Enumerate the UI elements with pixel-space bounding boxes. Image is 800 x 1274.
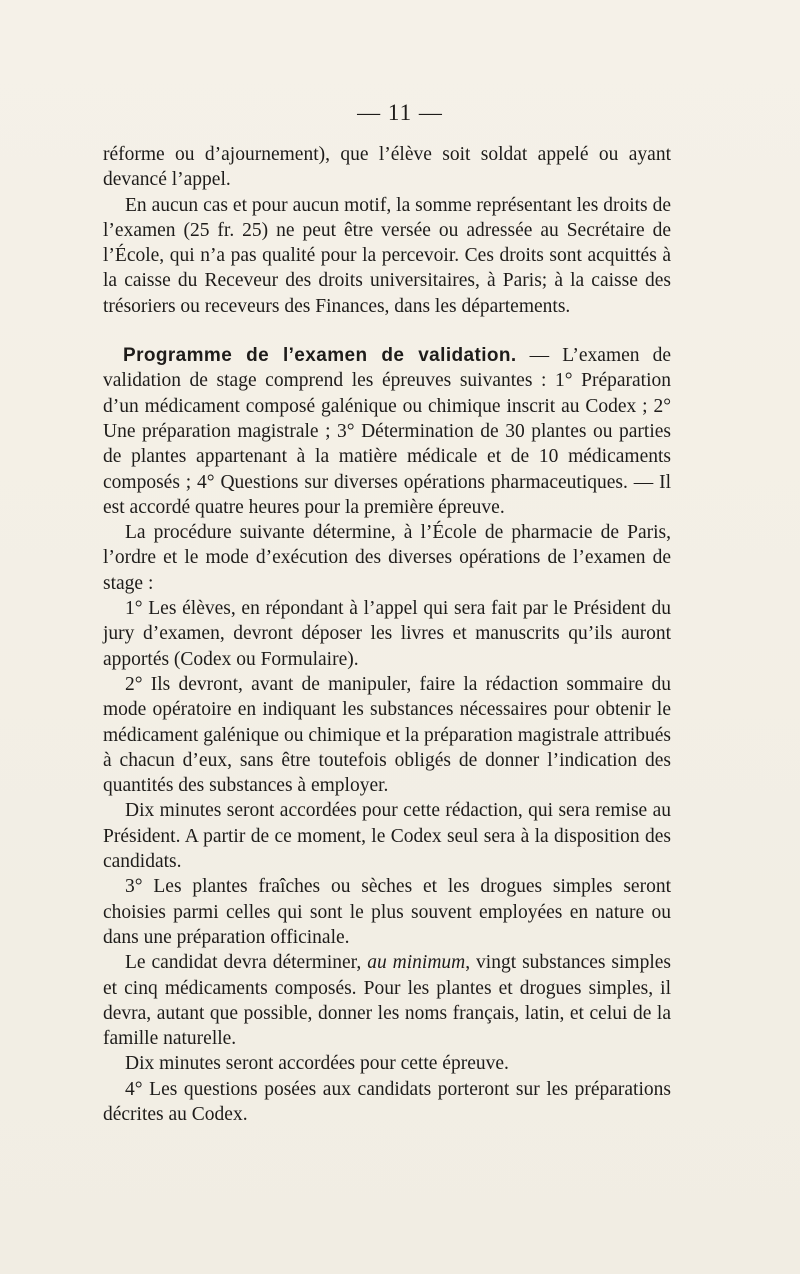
body-text (103, 142, 671, 1127)
paragraph-item-3: 3° Les plantes fraîches ou sèches et les drogues simples seront choisies parmi celles qui sont le plus souvent employées en nature ou dans une préparation officinale. (103, 876, 671, 948)
page-number: — 11 — (357, 100, 443, 125)
paragraph-exam-fees: En aucun cas et pour aucun motif, la somme représentant les droits de l’examen (25 fr. 25) ne peut être versée ou adressée au Secrétaire de l’École, qui n’a pas qualité pour la percevoir. Ces droits sont acquittés à la caisse du Receveur des droits universitaires, à Paris; à la caisse des trésoriers ou receveurs des Finances, dans les départements. (103, 194, 671, 317)
paragraph-item-4: 4° Les questions posées aux candidats porteront sur les préparations décrites au Codex. (103, 1078, 671, 1125)
paragraph-procedure: La procédure suivante détermine, à l’École de pharmacie de Paris, l’ordre et le mode d’exécution des diverses opérations de l’examen de stage : (103, 522, 671, 594)
paragraph-ten-minutes-test: Dix minutes seront accordées pour cette épreuve. (125, 1053, 509, 1075)
paragraph-ten-minutes-redaction: Dix minutes seront accordées pour cette rédaction, qui sera remise au Président. A partir de ce moment, le Codex seul sera à la disposition des candidats. (103, 800, 671, 873)
candidate-text-a: Le candidat devra déterminer, (125, 952, 368, 974)
paragraph-item-2: 2° Ils devront, avant de manipuler, faire la rédaction sommaire du mode opératoire en indiquant les substances nécessaires pour obtenir le médicament galénique ou chimique et la préparation magistrale attribués à chacun d’eux, sans être toutefois obligés de donner l’indication des quantités des substances à employer. (103, 673, 671, 797)
candidate-emphasis: au minimum (367, 952, 466, 974)
paragraph-item-1: 1° Les élèves, en répondant à l’appel qui sera fait par le Président du jury d’examen, devront déposer les livres et manuscrits qu’ils auront apportés (Codex ou Formulaire). (103, 598, 671, 670)
paragraph-candidate (103, 950, 671, 1051)
candidate-text-b: , vingt substances simples et cinq médicaments composés. Pour les plantes et drogues simples, il devra, autant que possible, donner les noms français, latin, et celui de la famille naturelle. (103, 952, 671, 1050)
section-body: — L’examen de validation de stage comprend les épreuves suivantes : 1° Préparation d’un médicament composé galénique ou chimique inscrit au Codex ; 2° Une préparation magistrale ; 3° Détermination de 30 plantes ou parties de plantes appartenant à la matière médicale et de 10 médicaments composés ; 4° Questions sur diverses opérations pharmaceutiques. — Il est accordé quatre heures pour la première épreuve. (103, 345, 672, 518)
section-validation (103, 343, 671, 520)
paragraph-continuation: réforme ou d’ajournement), que l’élève soit soldat appelé ou ayant devancé l’appel. (103, 144, 671, 191)
section-heading: Programme de l’examen de validation. (123, 345, 517, 367)
